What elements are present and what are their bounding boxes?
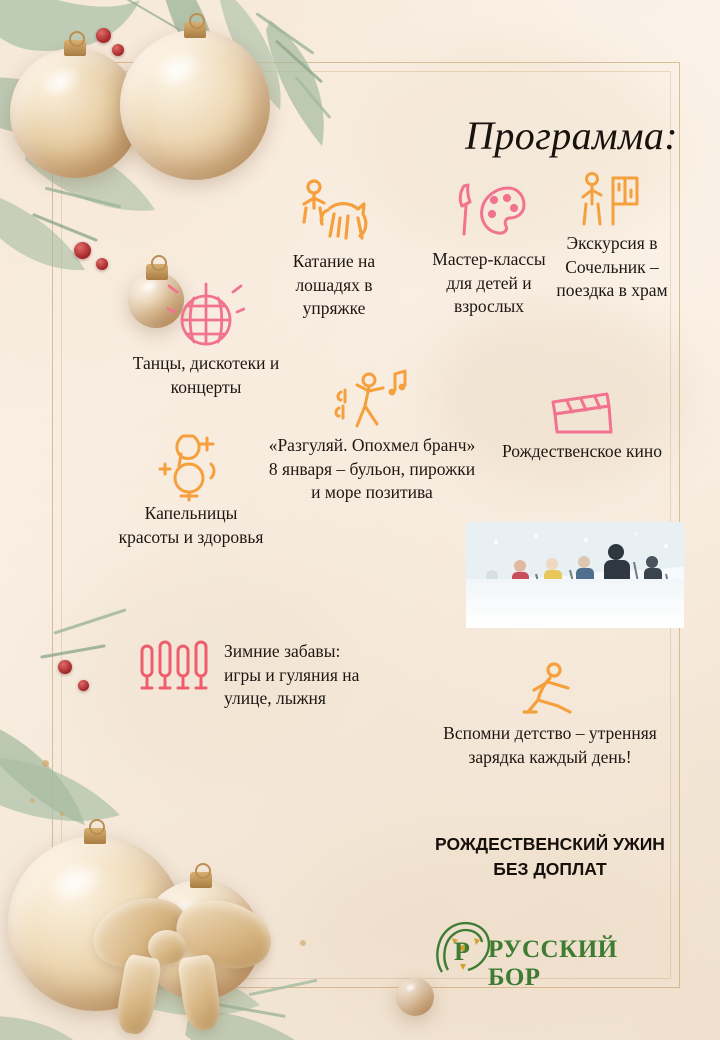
- christmas-bauble: [396, 978, 434, 1016]
- holly-berry: [74, 242, 91, 259]
- program-item-winter-fun: [136, 640, 360, 711]
- page-title: Программа:: [465, 113, 678, 158]
- pine-needle: [45, 187, 121, 209]
- stretching-person-icon: [514, 660, 586, 722]
- program-item-morning-exercise: [440, 660, 660, 769]
- bauble-cap: [190, 872, 212, 888]
- program-item-brunch: [264, 368, 480, 505]
- bauble-cap: [64, 40, 86, 56]
- ornate-letter-r-icon: [432, 920, 494, 978]
- gold-dot: [300, 940, 306, 946]
- bauble-cap: [84, 828, 106, 844]
- holly-berry: [96, 258, 108, 270]
- program-item-label: Зимние забавы: игры и гуляния на улице, лыжня: [224, 641, 360, 709]
- horse-rider-icon: [290, 178, 378, 250]
- gold-dot: [30, 798, 35, 803]
- skis-icon: [136, 640, 216, 692]
- brand-logo: [430, 920, 660, 991]
- program-item-masterclass: [424, 178, 554, 319]
- dinner-note: РОЖДЕСТВЕНСКИЙ УЖИН БЕЗ ДОПЛАТ: [435, 834, 665, 880]
- program-item-cinema: [494, 384, 670, 464]
- holly-berry: [112, 44, 124, 56]
- holly-berry: [58, 660, 72, 674]
- holly-berry: [78, 680, 89, 691]
- bauble-cap: [184, 22, 206, 38]
- program-item-excursion: [544, 170, 680, 303]
- program-item-label: Танцы, дискотеки и концерты: [132, 353, 280, 397]
- dancing-person-icon: [329, 368, 415, 434]
- gold-dot: [60, 812, 64, 816]
- svg-text:Р: Р: [454, 937, 470, 966]
- program-item-label: Экскурсия в Сочельник – поездка в храм: [556, 233, 668, 301]
- palette-brush-icon: [450, 178, 528, 248]
- disco-ball-icon: [167, 278, 245, 352]
- program-item-beauty-drips: [118, 428, 264, 549]
- tour-guide-icon: [579, 170, 645, 232]
- sledding-photo: [466, 522, 684, 628]
- program-item-label: Рождественское кино: [502, 441, 662, 461]
- program-item-label: Капельницы красоты и здоровья: [118, 503, 264, 547]
- program-item-label: Катание на лошадях в упряжке: [292, 251, 376, 319]
- pine-needle: [32, 213, 98, 242]
- program-item-label: «Разгуляй. Опохмел бранч» 8 января – бульон, пирожки и море позитива: [268, 435, 476, 503]
- program-item-label: Мастер-классы для детей и взрослых: [432, 249, 546, 317]
- holly-berry: [96, 28, 111, 43]
- pine-needle: [248, 979, 317, 996]
- clapperboard-icon: [547, 384, 617, 440]
- pine-needle: [275, 40, 323, 84]
- snow-field: [466, 579, 684, 628]
- beauty-iv-drip-icon: [153, 428, 229, 502]
- brand-logo-text: РУССКИЙ БОР: [488, 936, 618, 991]
- gold-dot: [42, 760, 49, 767]
- program-item-label: Вспомни детство – утренняя зарядка каждый день!: [443, 723, 657, 767]
